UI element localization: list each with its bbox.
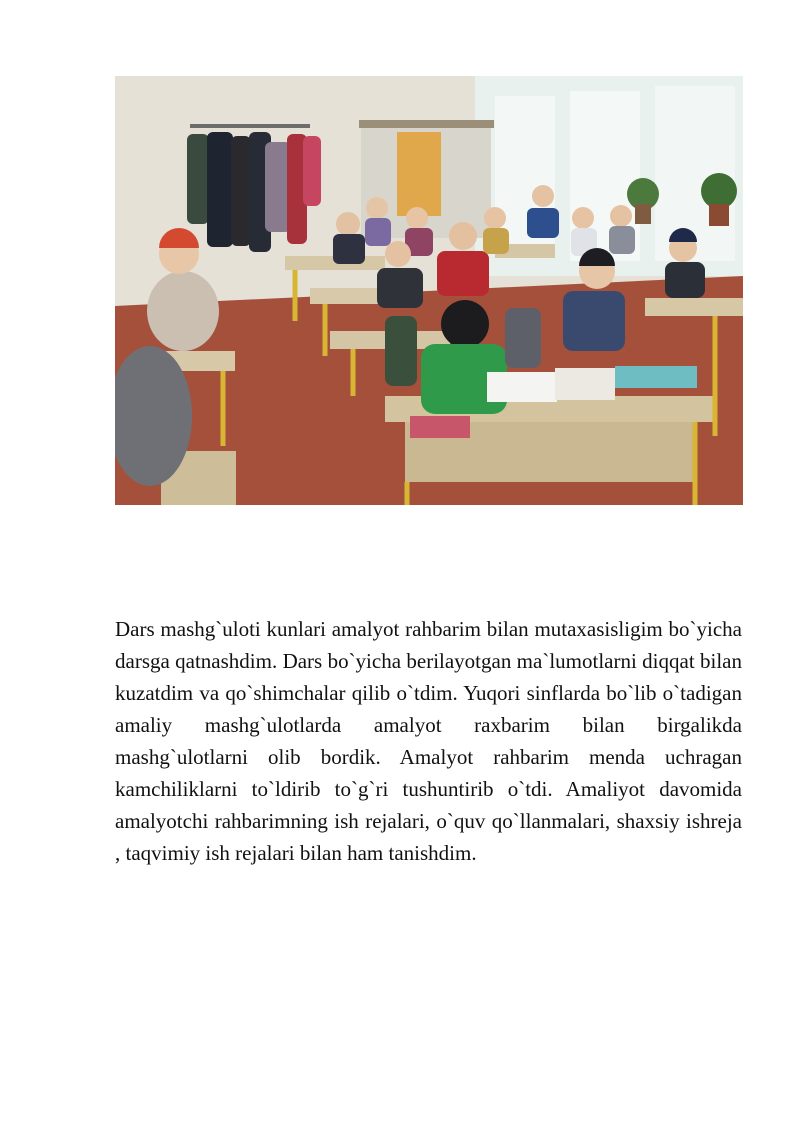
coats [187, 132, 321, 252]
classroom-photo [115, 76, 743, 505]
classroom-illustration [115, 76, 743, 505]
coat-rack [190, 124, 310, 128]
shelf [359, 120, 494, 128]
body-paragraph: Dars mashg`uloti kunlari amalyot rahbarim bilan mutaxasisligim bo`yicha darsga qatnashdim. Dars bo`yicha berilayotgan ma`lumotlarni diqqat bilan kuzatdim va qo`shimchalar qilib o`tdim. Yuqori sinflarda bo`lib o`tadigan amaliy mashg`ulotlarda amalyot raxbarim bilan birgalikda mashg`ulotlarni olib bordik. Amalyot rahbarim menda uchragan kamchiliklarni to`ldirib to`g`ri tushuntirib o`tdi. Amaliyot davomida amalyotchi rahbarimning ish rejalari, o`quv qo`llanmalari, shaxsiy ishreja , taqvimiy ish rejalari bilan ham tanishdim. [115, 617, 742, 865]
poster [397, 132, 441, 216]
